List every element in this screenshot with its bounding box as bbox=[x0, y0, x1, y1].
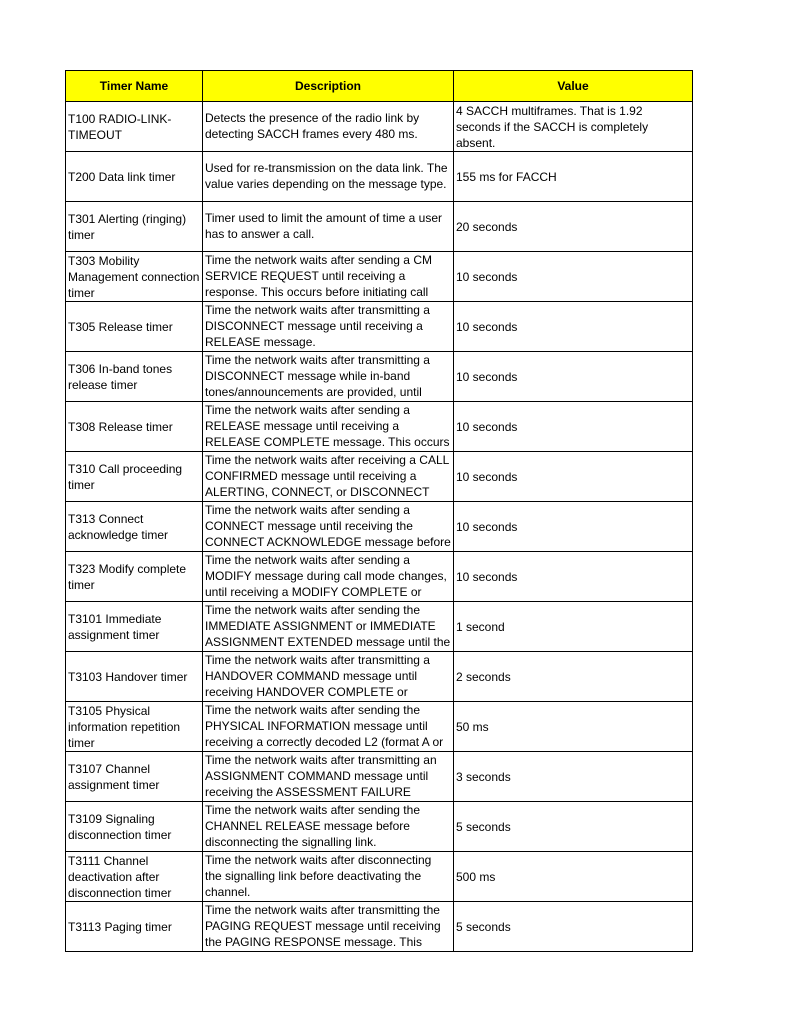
cell-value bbox=[454, 602, 693, 652]
cell-description-text: Time the network waits after sending a RELEASE message until receiving a RELEASE COMPLETE message. This occurs bbox=[205, 403, 450, 449]
cell-value-text: 500 ms bbox=[456, 869, 496, 884]
cell-value-text: 50 ms bbox=[456, 719, 489, 734]
cell-value-text: 5 seconds bbox=[456, 919, 511, 934]
cell-value bbox=[454, 902, 693, 952]
cell-description bbox=[203, 302, 454, 352]
header-value: Value bbox=[454, 71, 693, 102]
table-row bbox=[66, 252, 693, 302]
cell-value-text: 10 seconds bbox=[456, 319, 518, 334]
cell-timer-name-text: T306 In-band tones release timer bbox=[68, 361, 173, 392]
cell-timer-name bbox=[66, 302, 203, 352]
cell-description bbox=[203, 252, 454, 302]
cell-value-text: 4 SACCH multiframes. That is 1.92 seconds if the SACCH is completely absent. bbox=[456, 103, 649, 150]
table-row bbox=[66, 602, 693, 652]
cell-value bbox=[454, 752, 693, 802]
cell-timer-name bbox=[66, 252, 203, 302]
header-row bbox=[66, 71, 693, 102]
cell-value bbox=[454, 202, 693, 252]
header-timer-name: Timer Name bbox=[66, 71, 203, 102]
cell-value bbox=[454, 152, 693, 202]
cell-timer-name-text: T100 RADIO-LINK-TIMEOUT bbox=[68, 111, 172, 142]
table-row bbox=[66, 652, 693, 702]
cell-description-text: Time the network waits after transmitting an ASSIGNMENT COMMAND message until receiving the ASSESSMENT FAILURE bbox=[205, 753, 437, 799]
cell-timer-name bbox=[66, 652, 203, 702]
cell-value-text: 20 seconds bbox=[456, 219, 518, 234]
cell-description bbox=[203, 852, 454, 902]
cell-value-text: 3 seconds bbox=[456, 769, 511, 784]
cell-value bbox=[454, 652, 693, 702]
cell-timer-name bbox=[66, 352, 203, 402]
table-row bbox=[66, 752, 693, 802]
cell-description bbox=[203, 152, 454, 202]
cell-description bbox=[203, 802, 454, 852]
cell-timer-name-text: T303 Mobility Management connection timer bbox=[68, 253, 200, 300]
cell-description-text: Time the network waits after transmitting a HANDOVER COMMAND message until receiving HANDOVER COMPLETE or bbox=[205, 653, 430, 699]
cell-description-text: Timer used to limit the amount of time a user has to answer a call. bbox=[205, 211, 442, 241]
cell-timer-name-text: T3107 Channel assignment timer bbox=[68, 761, 160, 792]
cell-timer-name-text: T3111 Channel deactivation after disconnection timer bbox=[68, 853, 172, 900]
cell-value-text: 10 seconds bbox=[456, 469, 518, 484]
cell-timer-name-text: T3105 Physical information repetition timer bbox=[68, 703, 181, 750]
table-row bbox=[66, 702, 693, 752]
cell-timer-name bbox=[66, 902, 203, 952]
cell-timer-name bbox=[66, 152, 203, 202]
cell-description-text: Time the network waits after sending a CONNECT message until receiving the CONNECT ACKNOWLEDGE message before bbox=[205, 503, 451, 549]
cell-description-text: Time the network waits after sending the PHYSICAL INFORMATION message until receiving a correctly decoded L2 (format A or bbox=[205, 703, 444, 749]
cell-description-text: Time the network waits after sending the IMMEDIATE ASSIGNMENT or IMMEDIATE ASSIGNMENT EXTENDED message until the bbox=[205, 603, 451, 649]
table-row bbox=[66, 302, 693, 352]
cell-value-text: 10 seconds bbox=[456, 369, 518, 384]
cell-timer-name-text: T313 Connect acknowledge timer bbox=[68, 511, 169, 542]
cell-value-text: 10 seconds bbox=[456, 269, 518, 284]
cell-timer-name bbox=[66, 202, 203, 252]
cell-value-text: 2 seconds bbox=[456, 669, 511, 684]
cell-description bbox=[203, 552, 454, 602]
cell-value-text: 155 ms for FACCH bbox=[456, 169, 557, 184]
cell-timer-name-text: T3109 Signaling disconnection timer bbox=[68, 811, 172, 842]
cell-timer-name-text: T3113 Paging timer bbox=[68, 919, 172, 934]
cell-description bbox=[203, 652, 454, 702]
cell-value bbox=[454, 702, 693, 752]
cell-value bbox=[454, 552, 693, 602]
cell-value bbox=[454, 852, 693, 902]
cell-value bbox=[454, 252, 693, 302]
cell-description bbox=[203, 402, 454, 452]
cell-description bbox=[203, 602, 454, 652]
cell-value-text: 1 second bbox=[456, 619, 505, 634]
cell-timer-name bbox=[66, 452, 203, 502]
cell-description-text: Time the network waits after transmitting a DISCONNECT message while in-band tones/announcements are provided, until bbox=[205, 353, 430, 399]
cell-description bbox=[203, 752, 454, 802]
cell-description-text: Time the network waits after sending a CM SERVICE REQUEST until receiving a response. This occurs before initiating call bbox=[205, 253, 432, 299]
table-row bbox=[66, 402, 693, 452]
cell-value-text: 10 seconds bbox=[456, 419, 518, 434]
table-row bbox=[66, 852, 693, 902]
cell-description-text: Used for re-transmission on the data link. The value varies depending on the message type. bbox=[205, 161, 448, 191]
cell-description bbox=[203, 452, 454, 502]
cell-timer-name bbox=[66, 752, 203, 802]
cell-value bbox=[454, 102, 693, 152]
cell-description-text: Time the network waits after receiving a CALL CONFIRMED message until receiving a ALERTING, CONNECT, or DISCONNECT bbox=[205, 453, 449, 499]
header-description: Description bbox=[203, 71, 454, 102]
cell-timer-name bbox=[66, 402, 203, 452]
cell-value bbox=[454, 352, 693, 402]
cell-value-text: 10 seconds bbox=[456, 519, 518, 534]
cell-timer-name-text: T305 Release timer bbox=[68, 319, 173, 334]
cell-description-text: Time the network waits after sending a MODIFY message during call mode changes, until receiving a MODIFY COMPLETE or bbox=[205, 553, 447, 599]
cell-description bbox=[203, 902, 454, 952]
cell-timer-name-text: T323 Modify complete timer bbox=[68, 561, 187, 592]
cell-timer-name-text: T301 Alerting (ringing) timer bbox=[68, 211, 187, 242]
cell-description bbox=[203, 202, 454, 252]
cell-value-text: 10 seconds bbox=[456, 569, 518, 584]
cell-timer-name bbox=[66, 502, 203, 552]
table-row bbox=[66, 202, 693, 252]
cell-timer-name bbox=[66, 602, 203, 652]
cell-description-text: Time the network waits after transmitting the PAGING REQUEST message until receiving the PAGING RESPONSE message. This bbox=[205, 903, 441, 949]
table-row bbox=[66, 552, 693, 602]
cell-value bbox=[454, 802, 693, 852]
cell-value bbox=[454, 452, 693, 502]
cell-timer-name-text: T308 Release timer bbox=[68, 419, 173, 434]
cell-timer-name-text: T3101 Immediate assignment timer bbox=[68, 611, 162, 642]
table-row bbox=[66, 102, 693, 152]
cell-value bbox=[454, 302, 693, 352]
cell-timer-name bbox=[66, 702, 203, 752]
cell-description bbox=[203, 102, 454, 152]
cell-timer-name-text: T3103 Handover timer bbox=[68, 669, 188, 684]
cell-timer-name bbox=[66, 852, 203, 902]
timer-table bbox=[65, 70, 693, 952]
cell-value-text: 5 seconds bbox=[456, 819, 511, 834]
cell-timer-name bbox=[66, 552, 203, 602]
cell-description-text: Detects the presence of the radio link by detecting SACCH frames every 480 ms. bbox=[205, 111, 420, 141]
table-row bbox=[66, 452, 693, 502]
cell-description-text: Time the network waits after sending the CHANNEL RELEASE message before disconnecting the signalling link. bbox=[205, 803, 420, 849]
cell-description bbox=[203, 352, 454, 402]
cell-timer-name-text: T310 Call proceeding timer bbox=[68, 461, 183, 492]
cell-timer-name bbox=[66, 102, 203, 152]
table-row bbox=[66, 502, 693, 552]
cell-value bbox=[454, 502, 693, 552]
table-row bbox=[66, 152, 693, 202]
cell-description bbox=[203, 502, 454, 552]
cell-description-text: Time the network waits after disconnecting the signalling link before deactivating the channel. bbox=[205, 853, 432, 899]
table-row bbox=[66, 802, 693, 852]
cell-value bbox=[454, 402, 693, 452]
cell-timer-name bbox=[66, 802, 203, 852]
cell-description bbox=[203, 702, 454, 752]
cell-timer-name-text: T200 Data link timer bbox=[68, 169, 176, 184]
table-row bbox=[66, 352, 693, 402]
cell-description-text: Time the network waits after transmitting a DISCONNECT message until receiving a RELEASE message. bbox=[205, 303, 430, 349]
table-row bbox=[66, 902, 693, 952]
